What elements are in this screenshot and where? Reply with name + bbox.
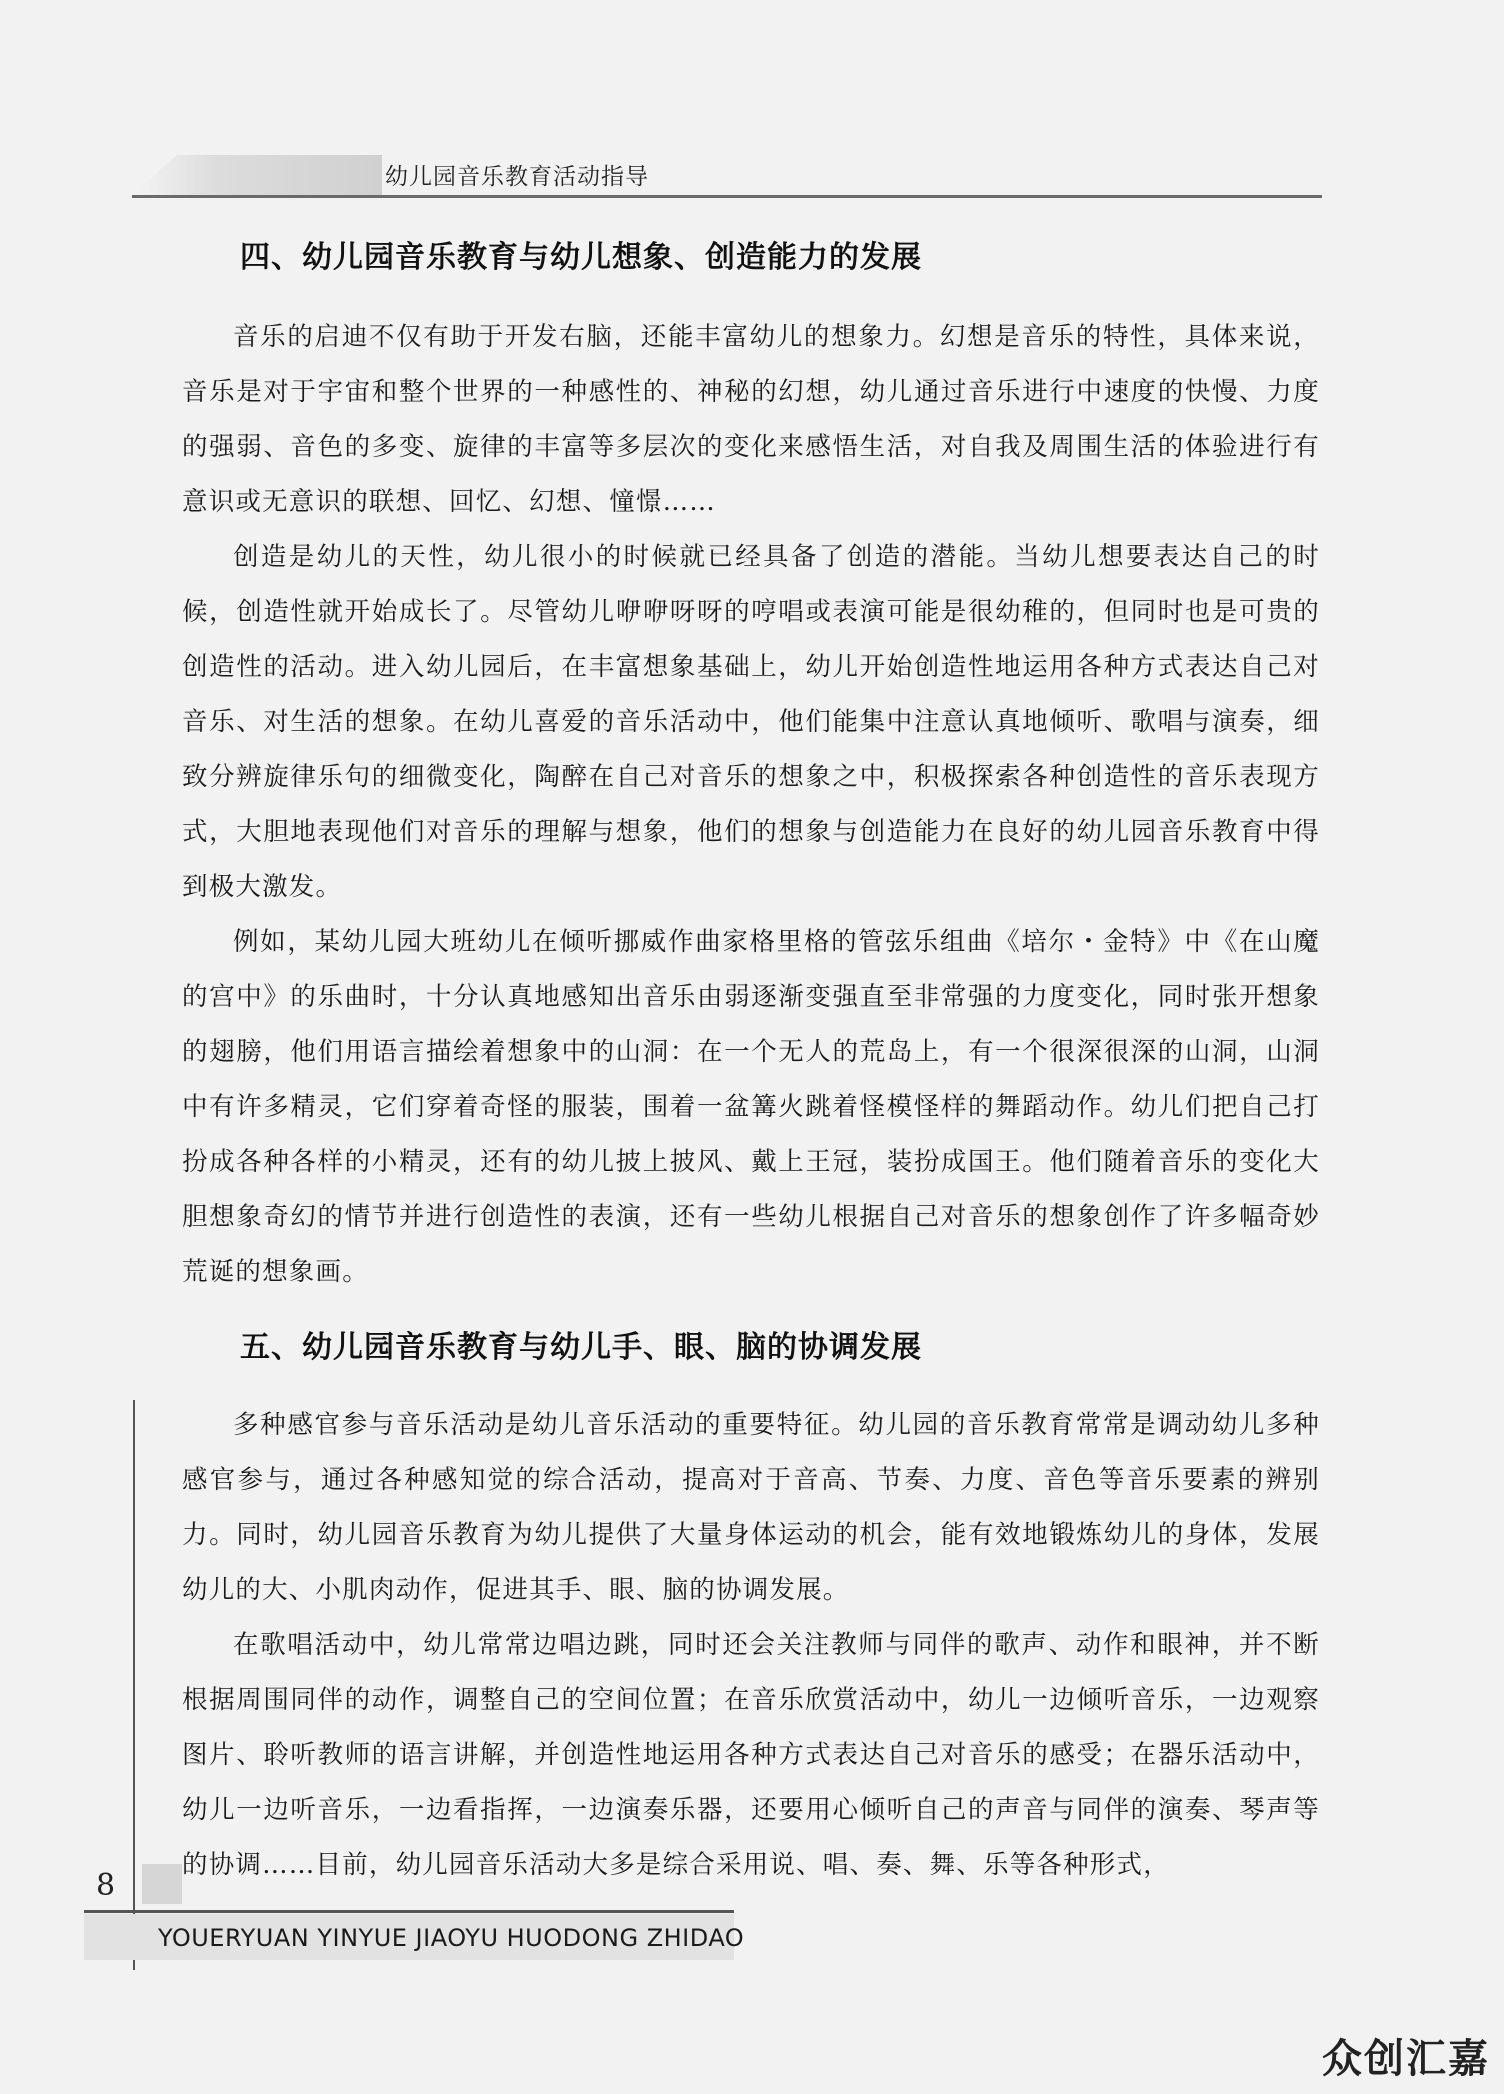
paragraph: 多种感官参与音乐活动是幼儿音乐活动的重要特征。幼儿园的音乐教育常常是调动幼儿多种感官参与，通过各种感知觉的综合活动，提高对于音高、节奏、力度、音色等音乐要素的辨别力。同时，幼儿园音乐教育为幼儿提供了大量身体运动的机会，能有效地锻炼幼儿的身体，发展幼儿的大、小肌肉动作，促进其手、眼、脑的协调发展。 [182, 1410, 1320, 1605]
header-rule [132, 195, 1322, 198]
running-header-title: 幼儿园音乐教育活动指导 [385, 164, 649, 190]
paragraph: 例如，某幼儿园大班幼儿在倾听挪威作曲家格里格的管弦乐组曲《培尔・金特》中《在山魔的宫中》的乐曲时，十分认真地感知出音乐由弱逐渐变强直至非常强的力度变化，同时张开想象的翅膀，他们用语言描绘着想象中的山洞：在一个无人的荒岛上，有一个很深很深的山洞，山洞中有许多精灵，它们穿着奇怪的服装，围着一盆篝火跳着怪模怪样的舞蹈动作。幼儿们把自己打扮成各种各样的小精灵，还有的幼儿披上披风、戴上王冠，装扮成国王。他们随着音乐的变化大胆想象奇幻的情节并进行创造性的表演，还有一些幼儿根据自己对音乐的想象创作了许多幅奇妙荒诞的想象画。 [182, 927, 1320, 1287]
page-number: 8 [96, 1868, 116, 1903]
paragraph: 创造是幼儿的天性，幼儿很小的时候就已经具备了创造的潜能。当幼儿想要表达自己的时候，创造性就开始成长了。尽管幼儿咿咿呀呀的哼唱或表演可能是很幼稚的，但同时也是可贵的创造性的活动。进入幼儿园后，在丰富想象基础上，幼儿开始创造性地运用各种方式表达自己对音乐、对生活的想象。在幼儿喜爱的音乐活动中，他们能集中注意认真地倾听、歌唱与演奏，细致分辨旋律乐句的细微变化，陶醉在自己对音乐的想象之中，积极探索各种创造性的音乐表现方式，大胆地表现他们对音乐的理解与想象，他们的想象与创造能力在良好的幼儿园音乐教育中得到极大激发。 [182, 542, 1320, 902]
paragraph: 在歌唱活动中，幼儿常常边唱边跳，同时还会关注教师与同伴的歌声、动作和眼神，并不断根据周围同伴的动作，调整自己的空间位置；在音乐欣赏活动中，幼儿一边倾听音乐，一边观察图片、聆听教师的语言讲解，并创造性地运用各种方式表达自己对音乐的感受；在器乐活动中，幼儿一边听音乐，一边看指挥，一边演奏乐器，还要用心倾听自己的声音与同伴的演奏、琴声等的协调……目前，幼儿园音乐活动大多是综合采用说、唱、奏、舞、乐等各种形式， [182, 1630, 1320, 1880]
header-decoration [132, 155, 382, 195]
paragraph: 音乐的启迪不仅有助于开发右脑，还能丰富幼儿的想象力。幻想是音乐的特性，具体来说，音乐是对于宇宙和整个世界的一种感性的、神秘的幻想，幼儿通过音乐进行中速度的快慢、力度的强弱、音色的多变、旋律的丰富等多层次的变化来感悟生活，对自我及周围生活的体验进行有意识或无意识的联想、回忆、幻想、憧憬…… [182, 322, 1320, 517]
watermark-logo: 众创汇嘉 [1322, 2036, 1490, 2082]
margin-rule [133, 1400, 135, 1970]
running-footer-title: YOUERYUAN YINYUE JIAOYU HUODONG ZHIDAO [158, 1924, 745, 1952]
footer-decoration [142, 1864, 182, 1904]
section-heading-4: 四、幼儿园音乐教育与幼儿想象、创造能力的发展 [240, 240, 922, 275]
section-heading-5: 五、幼儿园音乐教育与幼儿手、眼、脑的协调发展 [240, 1330, 922, 1365]
footer-rule [84, 1910, 734, 1913]
